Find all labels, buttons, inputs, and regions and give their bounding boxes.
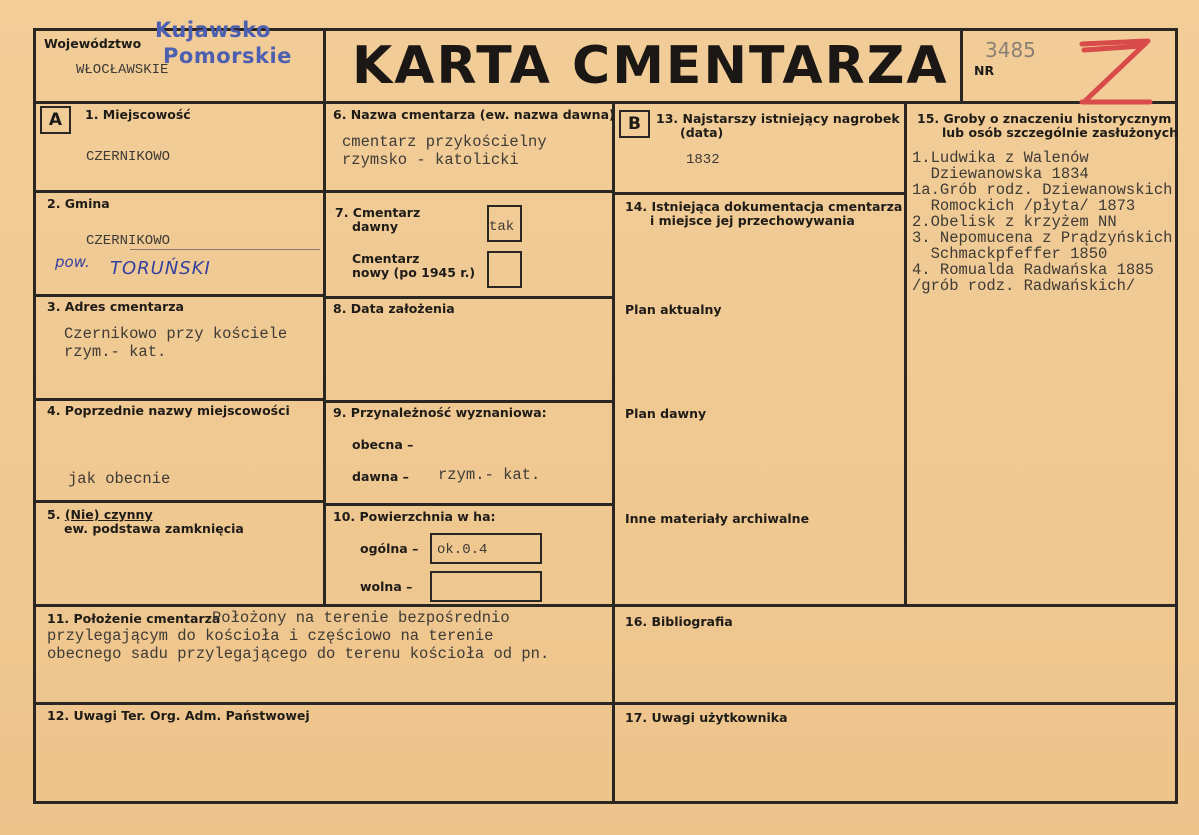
row-line-3	[33, 398, 323, 401]
row-line-2	[33, 294, 323, 297]
mid-line-1	[323, 190, 613, 193]
row-12-top	[33, 702, 1178, 705]
row-line-1	[33, 190, 323, 193]
header-divider	[33, 101, 1178, 104]
field-9-obecna: obecna –	[352, 437, 414, 452]
field-6-value-1: cmentarz przykościelny	[342, 133, 547, 151]
page-title: KARTA CMENTARZA	[352, 36, 949, 96]
mid-line-3	[323, 400, 613, 403]
field-10-label: 10. Powierzchnia w ha:	[333, 509, 496, 524]
col-line-1	[323, 101, 326, 605]
field-12-label: 12. Uwagi Ter. Org. Adm. Państwowej	[47, 708, 310, 723]
plan-aktualny-label: Plan aktualny	[625, 302, 722, 317]
field-3-value-1: Czernikowo przy kościele	[64, 325, 288, 343]
frame-left	[33, 28, 36, 804]
field-5-label	[47, 508, 153, 522]
field-1-value: CZERNIKOWO	[86, 149, 171, 165]
field-14-label-1: 14. Istniejąca dokumentacja cmentarza	[625, 199, 903, 214]
field-11-value-2: przylegającym do kościoła i częściowo na terenie	[47, 627, 494, 645]
field-11-value-3: obecnego sadu przylegającego do terenu kościoła od pn.	[47, 645, 550, 663]
field-9-dawna: dawna –	[352, 469, 409, 484]
field-2-pow-prefix: pow.	[55, 253, 90, 271]
field-3-value-2: rzym.- kat.	[64, 343, 167, 361]
field-15-label-2: lub osób szczególnie zasłużonych	[942, 125, 1179, 140]
field-7-value: tak	[489, 219, 515, 235]
plan-dawny-label: Plan dawny	[625, 406, 707, 421]
field-8-label: 8. Data założenia	[333, 301, 455, 316]
b-line-1	[612, 192, 906, 195]
stamp-line-2: Pomorskie	[163, 44, 292, 68]
field-11-value-1: Położony na terenie bezpośrednio	[212, 609, 510, 627]
mid-line-4	[323, 503, 613, 506]
field-10-ogolna: ogólna –	[360, 541, 419, 556]
section-b-box: B	[619, 110, 650, 138]
list-item: 1.Ludwika z Walenów	[912, 150, 1089, 167]
header-vline-2	[960, 28, 963, 104]
field-10-ogolna-value: ok.0.4	[437, 542, 488, 558]
field-7-label-a2: dawny	[352, 219, 398, 234]
header-vline-1	[323, 28, 326, 104]
wojewodztwo-label: Województwo	[44, 36, 142, 51]
field-2-pow-value: TORUŃSKI	[110, 258, 211, 279]
row-line-4	[33, 500, 323, 503]
list-item: Schmackpfeffer 1850	[912, 245, 1108, 263]
field-7-label-a1: 7. Cmentarz	[335, 205, 421, 220]
field-9-label: 9. Przynależność wyznaniowa:	[333, 405, 547, 420]
field-13-label-1: 13. Najstarszy istniejący nagrobek	[656, 111, 900, 126]
mid-line-2	[323, 296, 613, 299]
field-13-value: 1832	[686, 152, 720, 168]
field-9-dawna-value: rzym.- kat.	[438, 466, 541, 484]
field-6-label: 6. Nazwa cmentarza (ew. nazwa dawna)	[333, 107, 615, 122]
field-3-label: 3. Adres cmentarza	[47, 299, 184, 314]
wojewodztwo-value: WŁOCŁAWSKIE	[76, 62, 169, 78]
field-16-label: 16. Bibliografia	[625, 614, 733, 629]
field-2-value: CZERNIKOWO	[86, 233, 171, 249]
field-7-label-b2: nowy (po 1945 r.)	[352, 265, 476, 280]
row-11-top	[33, 604, 1178, 607]
list-item: Romockich /płyta/ 1873	[912, 197, 1136, 215]
col-line-3	[904, 101, 907, 605]
field-15-label-1: 15. Groby o znaczeniu historycznym	[917, 111, 1172, 126]
list-item: 2.Obelisk z krzyżem NN	[912, 213, 1117, 231]
red-z-mark	[1072, 38, 1156, 108]
field-7-label-b1: Cmentarz	[352, 251, 420, 266]
field-5-prefix: 5.	[47, 507, 61, 522]
field-5-label-2: ew. podstawa zamknięcia	[64, 521, 244, 536]
list-item: 3. Nepomucena z Prądzyńskich	[912, 229, 1173, 247]
field-11-label: 11. Położenie cmentarza	[47, 611, 221, 626]
list-item: Dziewanowska 1834	[912, 165, 1089, 183]
stamp-line-1: Kujawsko	[155, 18, 271, 42]
nr-value: 3485	[985, 38, 1036, 62]
list-item: 1a.Grób rodz. Dziewanowskich	[912, 181, 1173, 199]
field-2-label: 2. Gmina	[47, 196, 110, 211]
field-10-wolna: wolna –	[360, 579, 413, 594]
field-4-label: 4. Poprzednie nazwy miejscowości	[47, 403, 290, 418]
col-line-2	[612, 101, 615, 801]
field-1-label: 1. Miejscowość	[85, 107, 191, 122]
field-10-wolna-box[interactable]	[430, 571, 542, 602]
field-17-label: 17. Uwagi użytkownika	[625, 710, 788, 725]
frame-right	[1175, 28, 1178, 804]
section-a-box: A	[40, 106, 71, 134]
gmina-guide	[130, 249, 320, 250]
inne-materialy-label: Inne materiały archiwalne	[625, 511, 810, 526]
list-item: 4. Romualda Radwańska 1885	[912, 261, 1154, 279]
field-15-list	[912, 150, 1174, 294]
field-5-nie: (Nie) czynny	[64, 507, 153, 522]
nr-label: NR	[974, 63, 995, 78]
list-item: /grób rodz. Radwańskich/	[912, 277, 1136, 294]
field-4-value: jak obecnie	[68, 470, 171, 488]
field-14-label-2: i miejsce jej przechowywania	[650, 213, 855, 228]
field-7-nowy-checkbox[interactable]	[487, 251, 522, 288]
field-13-label-2: (data)	[680, 125, 724, 140]
field-6-value-2: rzymsko - katolicki	[342, 151, 519, 169]
frame-bottom	[33, 801, 1178, 804]
